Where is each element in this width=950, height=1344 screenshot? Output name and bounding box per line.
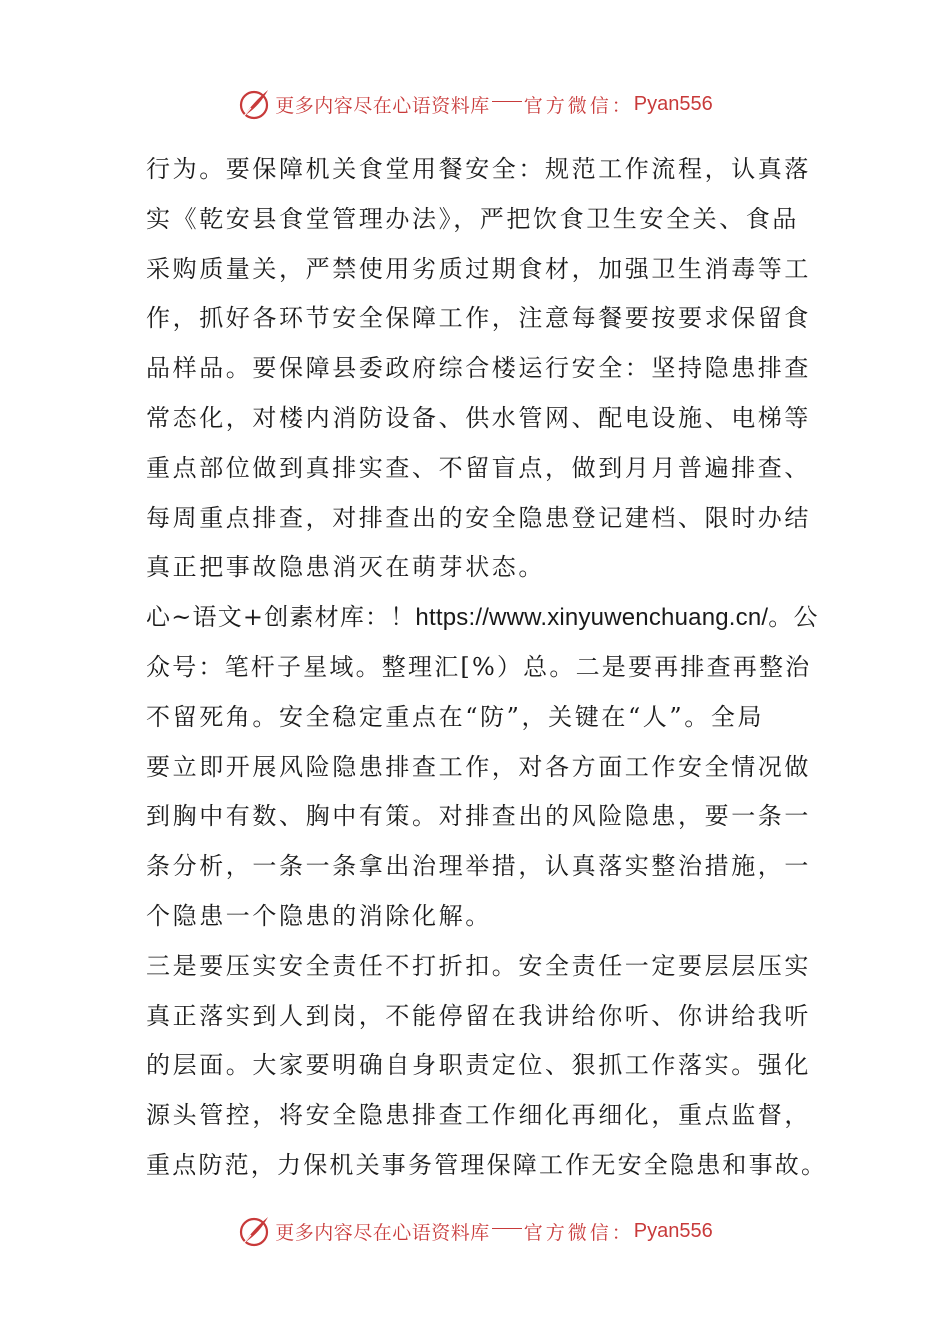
body-line: 品样品。要保障县委政府综合楼运行安全：坚持隐患排查 xyxy=(146,354,811,383)
quill-logo-icon xyxy=(237,1214,271,1248)
body-line: 要立即开展风险隐患排查工作，对各方面工作安全情况做 xyxy=(146,752,811,781)
header-separator xyxy=(492,101,522,102)
url-line-prefix: 心~语文+创素材库：！ xyxy=(146,603,416,632)
body-line: 每周重点排查，对排查出的安全隐患登记建档、限时办结 xyxy=(146,503,811,532)
body-line: 常态化，对楼内消防设备、供水管网、配电设施、电梯等 xyxy=(146,403,811,432)
url-line-suffix: 。公 xyxy=(768,603,819,632)
body-line: 条分析，一条一条拿出治理举措，认真落实整治措施，一 xyxy=(146,852,811,881)
body-line: 源头管控，将安全隐患排查工作细化再细化，重点监督， xyxy=(146,1101,811,1130)
body-line: 的层面。大家要明确自身职责定位、狠抓工作落实。强化 xyxy=(146,1051,811,1080)
url-line xyxy=(146,593,819,643)
header-banner xyxy=(0,84,950,124)
footer-promo-text: 更多内容尽在心语资料库 xyxy=(275,1221,490,1244)
footer-wechat-id: Pyan556 xyxy=(633,1219,713,1242)
header-promo-text: 更多内容尽在心语资料库 xyxy=(275,94,490,117)
body-line: 三是要压实安全责任不打折扣。安全责任一定要层层压实 xyxy=(146,951,811,980)
footer-wechat-label: 官方微信： xyxy=(523,1221,634,1244)
body-line: 采购质量关，严禁使用劣质过期食材，加强卫生消毒等工 xyxy=(146,254,811,283)
body-line: 行为。要保障机关食堂用餐安全：规范工作流程，认真落 xyxy=(146,155,811,183)
footer-banner xyxy=(0,1211,950,1251)
body-line: 真正把事故隐患消灭在萌芽状态。 xyxy=(146,553,545,582)
body-line: 个隐患一个隐患的消除化解。 xyxy=(146,901,492,930)
body-line: 重点防范，力保机关事务管理保障工作无安全隐患和事故。 xyxy=(146,1150,828,1179)
body-line: 实《乾安县食堂管理办法》，严把饮食卫生安全关、食品 xyxy=(146,204,799,233)
body-line: 作，抓好各环节安全保障工作，注意每餐要按要求保留食 xyxy=(146,304,811,333)
header-wechat-label: 官方微信： xyxy=(523,94,634,117)
website-link[interactable]: https://www.xinyuwenchuang.cn/ xyxy=(415,604,769,632)
body-line: 不留死角。安全稳定重点在“防”，关键在“人”。全局 xyxy=(146,702,765,731)
footer-separator xyxy=(492,1228,522,1229)
body-line: 真正落实到人到岗，不能停留在我讲给你听、你讲给我听 xyxy=(146,1001,811,1030)
body-line: 众号：笔杆子星域。整理汇[%）总。二是要再排查再整治 xyxy=(146,652,812,681)
header-wechat-id: Pyan556 xyxy=(633,92,713,115)
quill-logo-icon xyxy=(237,87,271,121)
body-line: 到胸中有数、胸中有策。对排查出的风险隐患，要一条一 xyxy=(146,802,811,831)
document-body xyxy=(146,145,828,1191)
body-line: 重点部位做到真排实查、不留盲点，做到月月普遍排查、 xyxy=(146,453,811,482)
